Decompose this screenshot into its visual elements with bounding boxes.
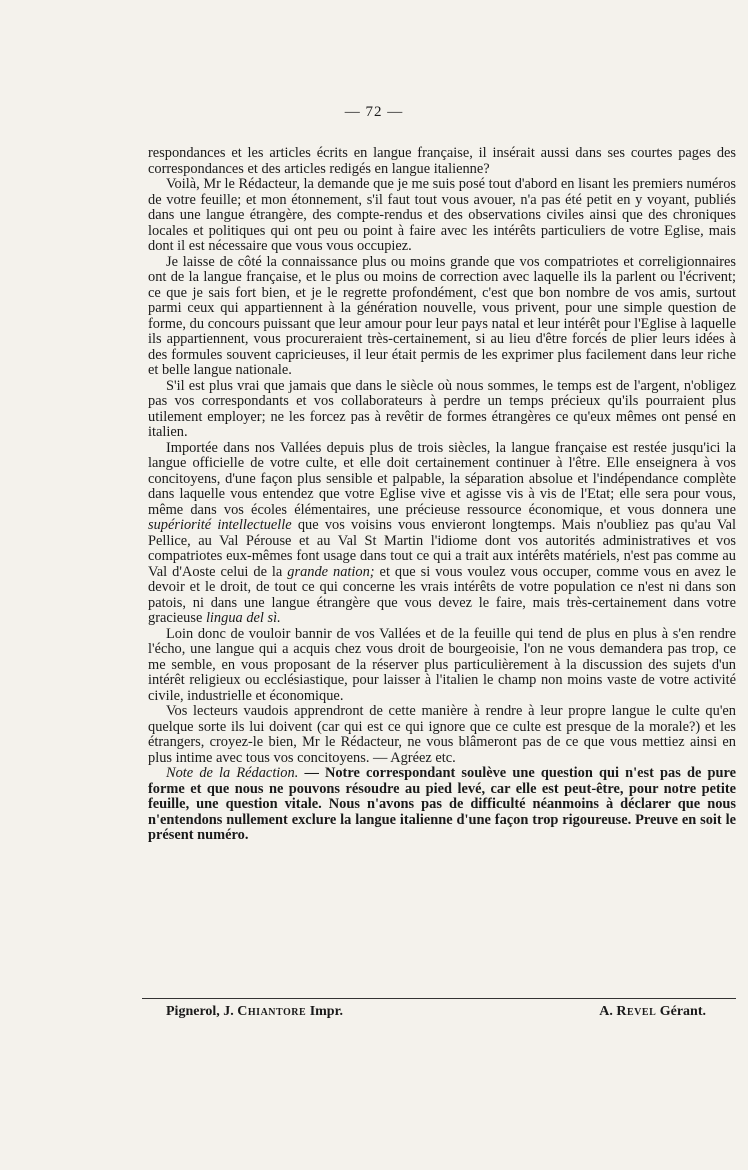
paragraph: respondances et les articles écrits en langue française, il insérait aussi dans ses courtes pages des correspondances et des articles redigés en langue italienne? bbox=[148, 145, 736, 177]
text-run: Importée dans nos Vallées depuis plus de trois siècles, la langue française est restée jusqu'ici la langue officielle de votre culte, et elle doit certainement continuer à l'être. Elle enseignera à vos concitoyens, d'une façon plus sensible et palpable, la séparation absolue et l'indépendance complète dans laquelle vous entendez que votre Eglise vive et agisse vis à vis de l'Etat; elle sera pour vous, même dans vos écoles élémentaires, une précieuse ressource économique, et vous donnera une bbox=[148, 439, 736, 518]
paragraph: Vos lecteurs vaudois apprendront de cette manière à rendre à leur propre langue le culte qu'en quelque sorte ils lui doivent (car qui est ce qui ignore que ce culte est presque de la morale?) et les étrangers, croyez-le bien, Mr le Rédacteur, ne vous blâmeront pas de ce que vous mettiez ainsi en plus intime avec tous vos concitoyens. — Agréez etc. bbox=[148, 703, 736, 766]
printer-name: Chiantore bbox=[237, 1004, 307, 1019]
footer-divider bbox=[142, 998, 736, 999]
paragraph: Loin donc de vouloir bannir de vos Vallées et de la feuille qui tend de plus en plus à s'en rendre l'écho, une langue qui a acquis chez vous droit de bourgeoisie, l'on ne vous demandera pas trop, ce me semble, en vous proposant de la réserver plus particulièrement à la discussion des sujets d'un intérêt religieux ou ecclésiastique, pour laisser à l'italien le champ non moins vaste de votre activité civile, industrielle et économique. bbox=[148, 625, 736, 704]
manager-name: Revel bbox=[616, 1004, 657, 1019]
paragraph bbox=[148, 441, 736, 627]
printer-suffix: Impr. bbox=[306, 1004, 344, 1019]
italic-text: lingua del sì. bbox=[205, 610, 281, 626]
manager-suffix: Gérant. bbox=[656, 1004, 706, 1019]
manager-credit bbox=[599, 1004, 706, 1020]
editorial-note bbox=[148, 766, 736, 844]
text-run: que vos voisins vous envieront longtemps. Mais n'oubliez pas qu'au Val Pellice, au Val Pérouse et au Val St Martin l'idiome dont vos autorités administratives et vos compatriotes eux-mêmes font usage dans tout ce qui a trait aux intérêts matériels, n'est pas comme au Val d'Aoste celui de la bbox=[148, 517, 736, 580]
page-number: — 72 — bbox=[344, 104, 404, 120]
italic-text: supériorité intellectuelle bbox=[148, 517, 292, 533]
printer-prefix: Pignerol, J. bbox=[166, 1004, 238, 1019]
italic-text: grande nation; bbox=[287, 563, 375, 580]
text-run: et que si vous voulez vous occuper, comme vous en avez le devoir et le droit, de tout ce qui concerne les vrais intérêts de votre population ce n'est ni dans son patois, ni dans une langue étrangère que vous devez le faire, mais très-certainement dans votre gracieuse bbox=[148, 563, 737, 626]
note-text: — Notre correspondant soulève une question qui n'est pas de pure forme et que nous ne pouvons résoudre au pied levé, car elle est peut-être, pour notre petite feuille, une question vitale. Nous n'avons pas de difficulté néanmoins à déclarer que nous n'entendons nullement exclure la langue italienne d'une façon trop rigoureuse. Preuve en soit le présent numéro. bbox=[148, 765, 736, 843]
note-label: Note de la Rédaction. bbox=[166, 765, 299, 781]
imprint-footer bbox=[166, 1004, 706, 1020]
paragraph: Voilà, Mr le Rédacteur, la demande que je me suis posé tout d'abord en lisant les premiers numéros de votre feuille; et mon étonnement, s'il faut tout vous avouer, n'a pas été petit en y voyant, publiés dans une langue étrangère, des compte-rendus et des observations civiles ainsi que des chroniques locales et politiques qui ont peu ou point à faire avec les intérêts particuliers de votre Eglise, mais dont il est nécessaire que vous vous occupiez. bbox=[148, 176, 736, 254]
paragraph: S'il est plus vrai que jamais que dans le siècle où nous sommes, le temps est de l'argent, n'obligez pas vos correspondants et vos collaborateurs à perdre un temps précieux qu'ils pourraient plus utilement employer; ne les forcez pas à revêtir de formes étrangères ce qu'eux mêmes ont pensé en italien. bbox=[148, 377, 736, 440]
printer-credit bbox=[166, 1004, 343, 1020]
paragraph: Je laisse de côté la connaissance plus ou moins grande que vos compatriotes et correligionnaires ont de la langue française, et le plus ou moins de correction avec laquelle ils la parlent ou l'écrivent; ce que je sais fort bien, et je le regrette profondément, c'est que bon nombre de vos amis, surtout parmi ceux qui appartiennent à la génération nouvelle, vous privent, pour une simple question de forme, du concours puissant que leur amour pour leur pays natal et leur intérêt pour l'Eglise à laquelle ils appartiennent, vous procureraient très-certainement, si au lieu d'être forcés de plier leurs idées à des formules souvent capricieuses, il leur était permis de les exprimer plus facilement dans leur riche et belle langue nationale. bbox=[148, 253, 736, 378]
manager-prefix: A. bbox=[599, 1004, 617, 1019]
article-body bbox=[148, 146, 736, 844]
